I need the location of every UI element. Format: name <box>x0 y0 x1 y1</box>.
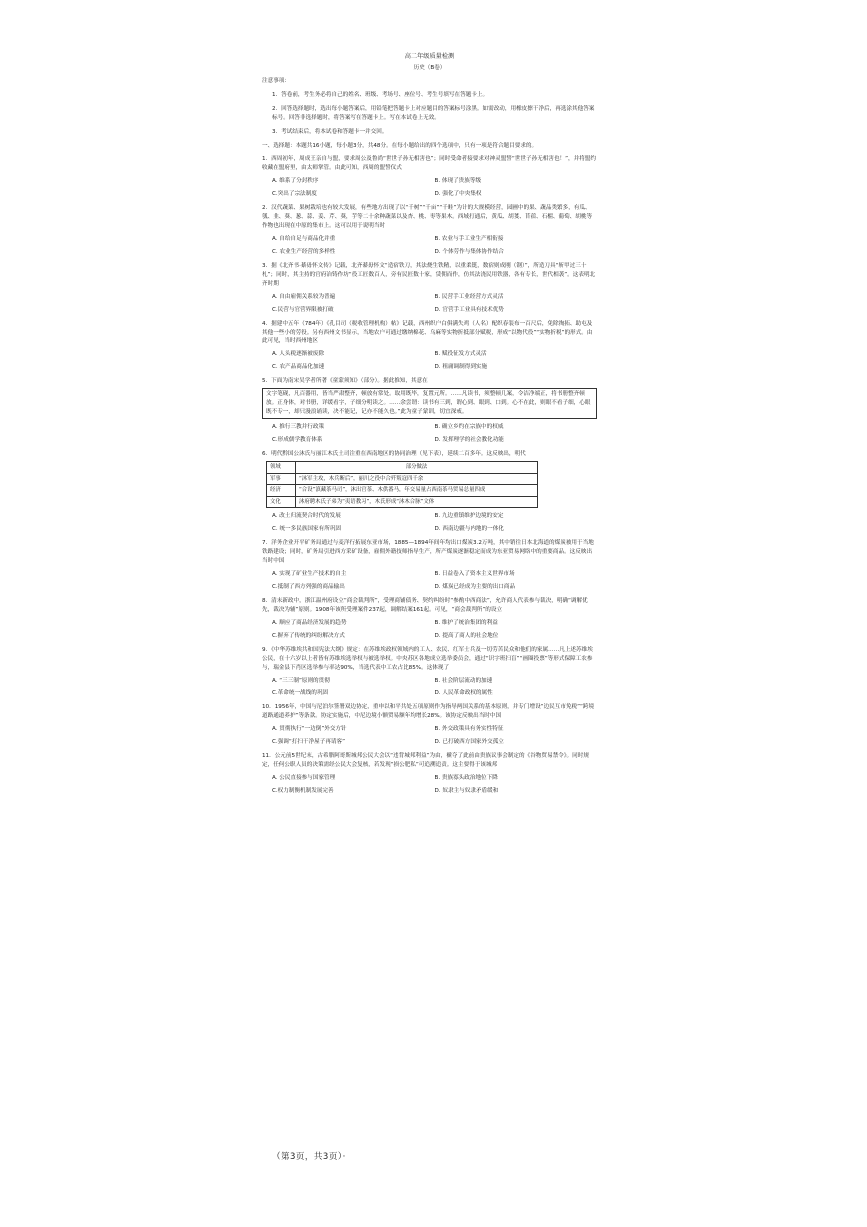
options-grid <box>262 235 597 257</box>
exam-page <box>262 52 597 796</box>
question-5 <box>262 377 597 445</box>
option-a: A. 人头税逐渐被废除 <box>272 351 325 358</box>
question-11 <box>262 752 597 796</box>
option-c: C. 统一多民族国家有所巩固 <box>272 526 341 533</box>
table-header-cell: 领域 <box>267 461 296 473</box>
question-stem: 11．公元前5世纪末，古希腊阿哥斯城邦公民大会以“违背城邦利益”为由，褫夺了此前由贵族议事会制定的《谷物贸易禁令》。同时规定，任何公职人员的决策需经公民大会复核，若发现“损公肥私”可追溯追责。这主要得于该城邦 <box>262 753 589 769</box>
option-d: D. 租庸调制得到实施 <box>434 364 488 371</box>
option-b: B. 维护了统治集团的利益 <box>434 619 498 626</box>
option-b: B. 外交政策具有务实性特征 <box>434 726 504 733</box>
exam-subtitle: 历史（B卷） <box>413 64 446 71</box>
table-cell: “合设”滇藏茶马司”，沐出官茶、木供番马，年交易量占西南茶马贸易总量四成 <box>296 485 538 497</box>
option-c: C. 农产品商品化加速 <box>272 364 325 371</box>
option-c: C.突出了宗法制度 <box>272 191 317 198</box>
option-a: A. 公民直接参与国家管理 <box>272 775 336 782</box>
option-c: C.权力制衡机制发展完善 <box>272 787 334 794</box>
exam-title: 高二年级质量检测 <box>404 53 455 60</box>
option-a: A. 推行三教并行政策 <box>272 424 325 431</box>
option-c: C.革命统一战线的巩固 <box>272 690 329 697</box>
option-d: D. 人民革命政权的属性 <box>434 690 493 697</box>
question-stem: 9．《中华苏维埃共和国宪法大纲》规定：在苏维埃政权领域内的工人、农民、红军士兵及一切劳苦民众和他们的家属……凡上述苏维埃公民，在十六岁以上者皆有苏维埃选举权与被选举权。中央苏区各地成立选举委员会，通过“识字班扫盲”“画圈投票”等形式保障工农参与，瑞金县下肖区选举参与率达90%，当选代表中工农占比85%。这体现了 <box>262 646 593 671</box>
options-grid <box>262 570 597 592</box>
table-row <box>267 485 538 497</box>
notice-item: 2．回答选择题时，选出每小题答案后，用铅笔把答题卡上对应题目的答案标号涂黑。如需改动，用橡皮擦干净后，再选涂其他答案标号。回答非选择题时，将答案写在答题卡上。写在本试卷上无效。 <box>272 105 595 121</box>
option-a: A. 顺应了商品经济发展的趋势 <box>272 619 347 626</box>
option-d: D. 个体劳作与集体协作结合 <box>434 248 504 255</box>
option-a: A. 自由雇佣关系较为普遍 <box>272 293 336 300</box>
option-c: C.摒弃了传统的纠纷解决方式 <box>272 632 345 639</box>
option-d: D. 提高了商人的社会地位 <box>434 632 499 639</box>
table-header-cell: 部分做法 <box>296 461 538 473</box>
question-10 <box>262 703 597 747</box>
question-4 <box>262 320 597 373</box>
question-stem: 10．1956年，中国与尼泊尔签署双边协定，重申以和平共处五项原则作为指导两国关系的基本原则，并专门增设“边民互市免税”“跨境道路通道养护”等条款。协定实施后，中尼边境小额贸易额年均增长28%。该协定反映出当时中国 <box>262 704 595 720</box>
question-stem: 4．据建中五年（784年）《孔目司（税收管理机构）帖》记载，西州织户白俱满失鸡（人名）配织春装布一百尺后，免除掏拓、助屯及其他一些小的劳役。另有西州文书显示，当地农户可通过缴纳棉花、乌麻等实物折抵部分赋税，形成“以物代役”“实物折税”的形式。由此可见，当时西州地区 <box>262 320 593 345</box>
question-1 <box>262 155 597 199</box>
option-b: B. 社会阶层流动的加速 <box>434 677 493 684</box>
page-footer: （第3页，共3页）· <box>272 1152 346 1162</box>
question-stem: 8．清末新政中，浙江温州府设立“商会裁判所”，受理商铺债务、契约纠纷时“参酌中西商法”，允许商人代表参与裁决，明确“调解优先，裁决为辅”原则。1908年该所受理案件237起，调解结案161起。可见，“商会裁判所”的设立 <box>262 597 588 613</box>
question-list <box>262 155 597 795</box>
option-a: A. “三三制”原则的贯彻 <box>272 677 330 684</box>
options-grid <box>262 512 597 534</box>
option-d: D. 强化了中央集权 <box>434 191 482 198</box>
info-table <box>266 461 538 509</box>
question-6 <box>262 450 597 534</box>
option-a: A. 自给自足与商品化并重 <box>272 236 336 243</box>
table-cell: 军事 <box>267 473 296 485</box>
option-c: C.强调“打扫干净屋子再请客” <box>272 739 346 746</box>
question-stem: 2．汉代蔬菜、果树栽培也有较大发展，有些地方出现了以“千树”“千亩”“千畦”为计的大规模经营，园圃中的果、蔬品类繁多，有瓜、瓠、韭、葵、葱、蒜、姜、芹、葵，芋等二十余种蔬菜以及杏、桃、枣等果木。西域打通后，黄瓜、胡荽、苜蓿、石榴、葡萄、胡桃等作物也出现在中原的集市上。这可以用于说明当时 <box>262 205 593 230</box>
option-b: B. 确立乡约在宗族中的权威 <box>434 424 504 431</box>
option-d: D. 官营手工业具有技术优势 <box>434 306 504 313</box>
option-b: B. 赋役征发方式灵活 <box>434 351 487 358</box>
option-a: A. 维系了分封秩序 <box>272 178 319 185</box>
notice-item: 3．考试结束后，将本试卷和答题卡一并交回。 <box>272 128 388 135</box>
option-b: B. 农业与手工业生产相衔接 <box>434 236 504 243</box>
question-stem: 6．明代黔国公沐氏与丽江木氏土司注重在西南地区的协同治理（见下表），延续二百多年。这反映出，明代 <box>262 450 526 457</box>
table-cell: 文化 <box>267 496 296 508</box>
option-d: D. 已打破西方国家外交孤立 <box>434 739 504 746</box>
question-3 <box>262 262 597 315</box>
section-heading: 一、选择题：本题共16小题，每小题3分，共48分。在每小题给出的四个选项中，只有一项是符合题目要求的。 <box>262 142 538 149</box>
options-grid <box>262 293 597 315</box>
question-stem: 1．西周初年，周成王亲自与盟，要求周公及鲁尚“世世子孙无相害也”；同时受命者接要求对神灵盟誓“世世子孙无相害也！”，并将盟约收藏在盟府里，由太师掌管。由此可知，西周的盟誓仪式 <box>262 156 596 172</box>
question-2 <box>262 204 597 257</box>
option-d: D. 煤炭已经成为主要的出口商品 <box>434 584 516 591</box>
options-grid <box>262 725 597 747</box>
table-row <box>267 473 538 485</box>
option-c: C.抵制了西方列强的商品输出 <box>272 584 345 591</box>
option-b: B. 体现了贵族等级 <box>434 178 482 185</box>
table-cell: 经济 <box>267 485 296 497</box>
option-b: B. 贵族寡头政治地位下降 <box>434 775 498 782</box>
table-cell: “沐军主攻，木兵断后”，丽川之役中合歼叛寇四千余 <box>296 473 538 485</box>
question-stem: 5．下面为南宋吴学者所著《童蒙须知》（部分）。据此推知，其意在 <box>262 378 428 385</box>
options-grid <box>262 177 597 199</box>
table-header-row <box>267 461 538 473</box>
option-d: D. 发挥理学的社会教化功能 <box>434 436 504 443</box>
option-a: A. 贯彻执行“一边倒”外交方针 <box>272 726 347 733</box>
notice-item: 1．答卷前，考生务必将自己的姓名、班级、考场号、座位号、考生号填写在答题卡上。 <box>272 91 489 98</box>
option-c: C.民营与官营界限被打破 <box>272 306 334 313</box>
option-c: C.形成儒学教育体系 <box>272 436 323 443</box>
options-grid <box>262 423 597 445</box>
option-c: C. 农业生产经营的多样性 <box>272 248 336 255</box>
quote-box: 文字笔砚，凡百器用，皆当严肃整齐，顿放有常处。取用既毕，复置元所。……凡读书，须整顿几案，令洁净端正，将书册整齐顿放。正身体，对书册，详缓看字，子细分明读之。……余尝谓：读书有三到，谓心到、眼到、口到。心不在此，则眼不看子细，心眼既不专一，却只漫浪诵读，决不能记，记亦不能久也。”此为童子蒙训，切宜深戒。 <box>262 388 597 419</box>
option-b: B. 日益卷入了资本主义世界市场 <box>434 571 515 578</box>
table-row <box>267 496 538 508</box>
question-7 <box>262 539 597 592</box>
option-d: D. 西南边疆与内地的一体化 <box>434 526 504 533</box>
option-b: B. 九边重镇维护边境的安定 <box>434 513 504 520</box>
option-a: A. 实现了矿业生产技术的自主 <box>272 571 347 578</box>
options-grid <box>262 774 597 796</box>
notice-heading: 注意事项： <box>262 77 290 84</box>
option-d: D. 奴隶主与奴隶矛盾缓和 <box>434 787 499 794</box>
option-a: A. 改土归流契合时代的发展 <box>272 513 341 520</box>
options-grid <box>262 619 597 641</box>
question-8 <box>262 597 597 641</box>
options-grid <box>262 350 597 372</box>
option-b: B. 民营手工业经营方式灵活 <box>434 293 504 300</box>
options-grid <box>262 677 597 699</box>
question-stem: 3．据《北齐书·綦毋怀文传》记载，北齐綦毋怀文“造宿铁刀，其法烧生铁精，以重柔铤，数宿则成刚（钢）”，所造刀具“斩甲过三十札”；同时，其主持的官府冶铸作坊“役工匠数百人，旁有民匠数十家，赁佣而作，仿其法浇民用铁器，各有专长，世代相袭”。这表明北齐时期 <box>262 262 596 287</box>
question-stem: 7．洋务企业开平矿务局通过与麦洋行拓展东亚市场，1885—1894年间年均出口煤炭3.2万吨，其中销往日本北海道的煤炭被用于当地铁路建设；同时，矿务局引进西方采矿设备，雇佣外籍技师指导生产，所产煤炭逐渐稳定而成为东亚贸易网络中的重要商品。这反映出当时中国 <box>262 540 594 565</box>
question-9 <box>262 646 597 699</box>
table-cell: 沐府聘木氏子弟为“夷语教习”，木氏形成“沐木合脉”文体 <box>296 496 538 508</box>
